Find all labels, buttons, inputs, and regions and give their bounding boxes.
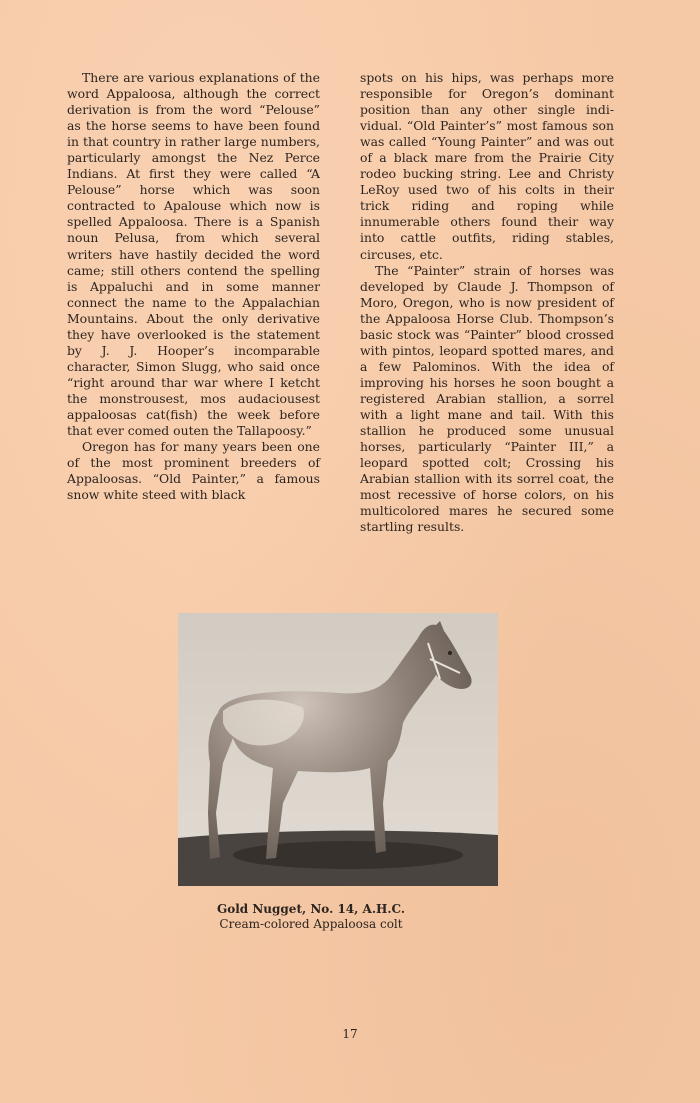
caption-subtitle: Cream-colored Appaloosa colt <box>219 917 403 931</box>
paragraph-appaloosa-origin: There are various explanations of the word Appaloosa, although the correct derivation is from the word “Pelouse” as the horse seems to have been found in that country in rather large numbers, particularly amongst the Nez Perce Indians. At first they were called “A Pelouse” horse which was soon contracted to Apalouse which now is spelled Appaloosa. There is a Spanish noun Pelusa, from which several writers have hastily decided the word came; still others contend the spelling is Appaluchi and in some manner connect the name to the Appalachian Mountains. About the only derivative they have overlooked is the statement by J. J. Hooper’s incomparable character, Simon Slugg, who said once “right around thar war where I ketcht the monstrousest, mos audaciousest appaloosas cat(fish) the week before that ever comed outen the Tallapoosy.” <box>67 70 320 439</box>
paragraph-oregon-breeders: Oregon has for many years been one of the most prominent breeders of Appaloosas. “Old Painter,” a famous snow white steed with black <box>67 439 320 503</box>
photo-caption <box>150 902 472 932</box>
paragraph-painter-strain: The “Painter” strain of horses was developed by Claude J. Thompson of Moro, Oregon, who is now president of the Appaloosa Horse Club. Thompson’s basic stock was “Painter” blood crossed with pintos, leopard spotted mares, and a few Palominos. With the idea of improving his horses he soon bought a registered Arabian stallion, a sorrel with a light mane and tail. With this stallion he produced some unusual horses, particularly “Painter III,” a leopard spotted colt; Crossing his Arabian stallion with its sorrel coat, the most recessive of horse colors, on his multicolored mares he secured some startling results. <box>360 262 614 535</box>
paragraph-old-painter: spots on his hips, was perhaps more responsible for Oregon’s dominant position than any other single individual. “Old Painter’s” most famous son was called “Young Painter” and was out of a black mare from the Prairie City rodeo bucking string. Lee and Christy LeRoy used two of his colts in their trick riding and roping while innumerable others found their way into cattle outfits, riding stables, circuses, etc. <box>360 70 614 262</box>
left-text-column <box>67 70 320 503</box>
caption-title: Gold Nugget, No. 14, A.H.C. <box>216 902 406 916</box>
appaloosa-colt-image <box>178 613 498 886</box>
right-text-column <box>360 70 614 535</box>
page-number: 17 <box>342 1027 358 1041</box>
horse-photograph <box>178 613 498 886</box>
